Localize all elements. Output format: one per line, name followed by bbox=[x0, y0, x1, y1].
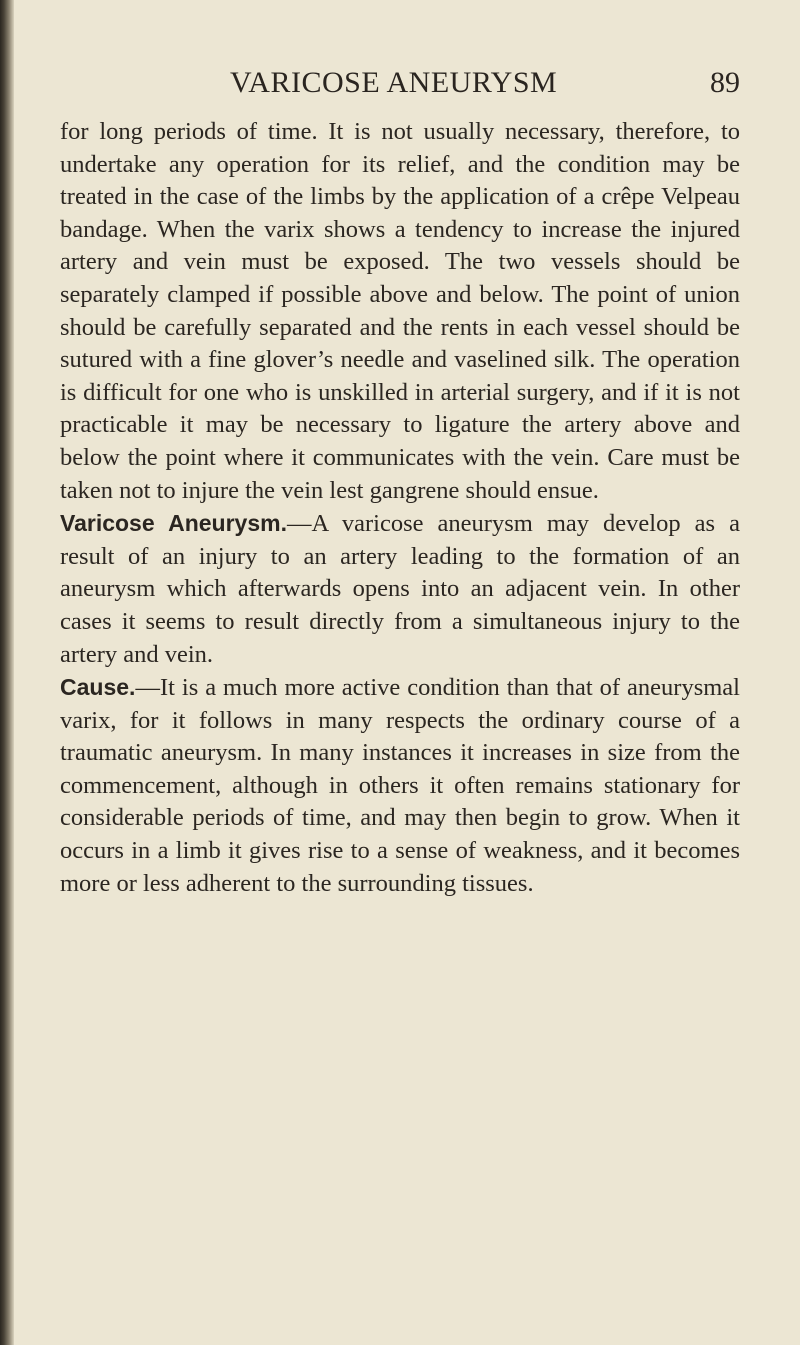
running-title: VARICOSE ANEURYSM bbox=[230, 66, 558, 99]
body-text bbox=[60, 116, 740, 900]
paragraph-text: —A varicose aneurysm may develop as a result of an injury to an artery leading to the formation of an aneurysm which afterwards opens into an adjacent vein. In other cases it seems to result directly from a simultaneous injury to the artery and vein. bbox=[60, 510, 740, 668]
page-number: 89 bbox=[710, 66, 740, 99]
paragraph-varicose-aneurysm bbox=[60, 507, 740, 671]
paragraph-text: for long periods of time. It is not usually necessary, therefore, to undertake any operation for its relief, and the condition may be treated in the case of the limbs by the application of a crêpe Velpeau bandage. When the varix shows a tendency to increase the injured artery and vein must be exposed. The two vessels should be separately clamped if possible above and below. The point of union should be carefully separated and the rents in each vessel should be sutured with a fine glover’s needle and vaselined silk. The operation is difficult for one who is unskilled in arterial surgery, and if it is not practicable it may be necessary to ligature the artery above and below the point where it communicates with the vein. Care must be taken not to injure the vein lest gangrene should ensue. bbox=[60, 118, 740, 504]
paragraph-text: —It is a much more active condition than that of aneurysmal varix, for it follows in many respects the ordinary course of a traumatic aneurysm. In many instances it increases in size from the commencement, although in others it often remains stationary for considerable periods of time, and may then begin to grow. When it occurs in a limb it gives rise to a sense of weakness, and it becomes more or less adherent to the surrounding tissues. bbox=[60, 674, 740, 897]
page-header bbox=[60, 66, 740, 106]
section-heading-varicose-aneurysm: Varicose Aneurysm. bbox=[60, 510, 287, 537]
paragraph-continuation bbox=[60, 116, 740, 507]
section-heading-cause: Cause. bbox=[60, 674, 136, 701]
paragraph-cause bbox=[60, 671, 740, 900]
book-spine-shadow bbox=[0, 0, 14, 1345]
